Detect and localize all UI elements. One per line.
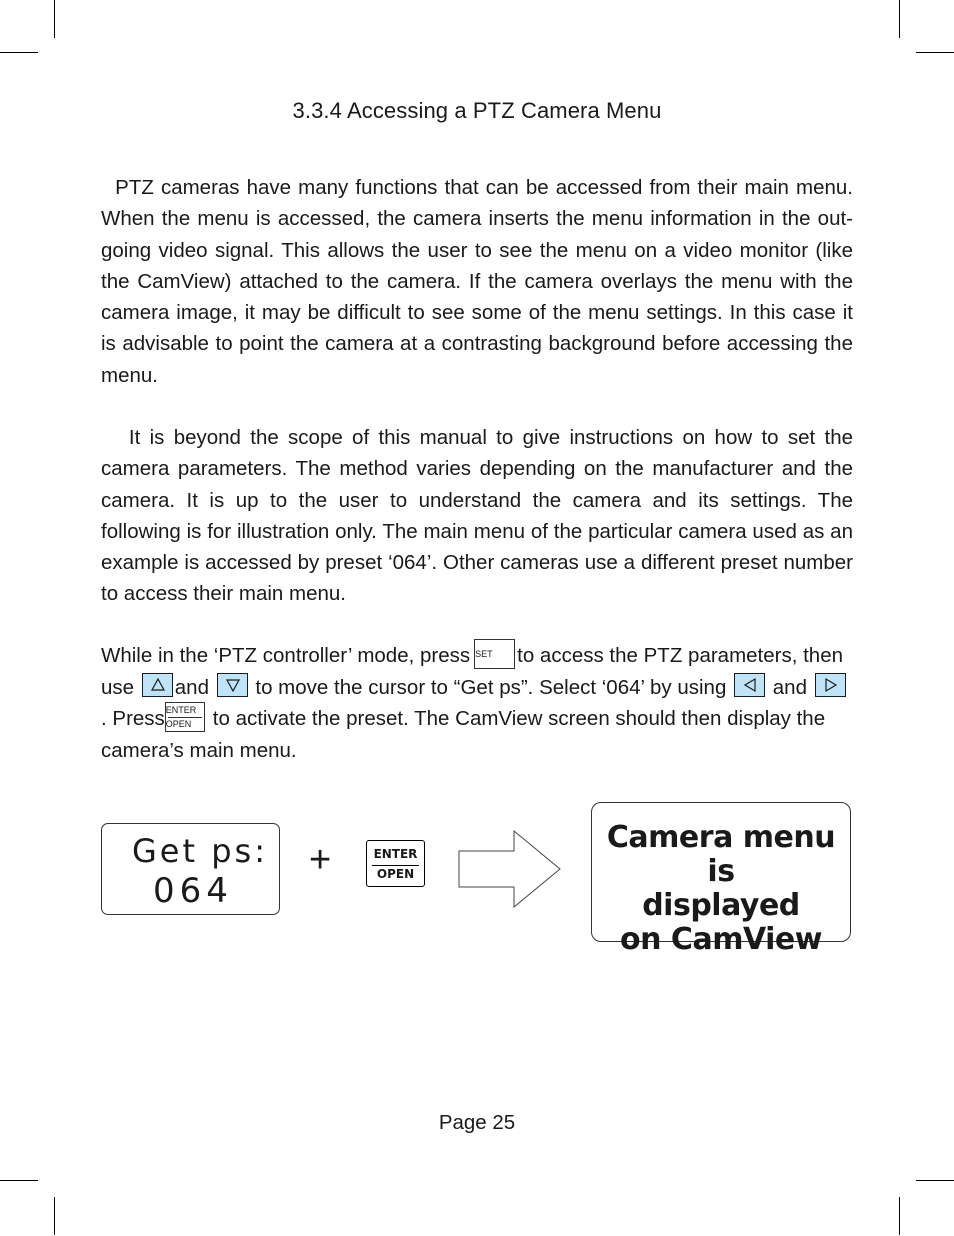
- result-line-1: Camera menu is: [606, 820, 836, 889]
- right-arrow-key-icon: [815, 673, 846, 697]
- paragraph-instructions: While in the ‘PTZ controller’ mode, press SET to access the PTZ parameters, then use and to move the cursor to “Get ps”. Select ‘064’ by using and . PressENTER OPEN to activate the preset. The CamView screen should then display the camera’s main menu.: [101, 640, 853, 766]
- crop-mark: [899, 0, 900, 38]
- paragraph-scope: [101, 422, 853, 610]
- set-key-icon: SET: [474, 639, 515, 669]
- enter-open-key-icon: ENTER OPEN: [165, 702, 205, 732]
- crop-mark: [54, 1197, 55, 1235]
- up-arrow-key-icon: [142, 673, 173, 697]
- result-line-2: displayed: [642, 888, 800, 923]
- lcd-line-1: Get ps:: [132, 832, 268, 870]
- lcd-display: [101, 823, 280, 915]
- section-title: 3.3.4 Accessing a PTZ Camera Menu: [292, 98, 662, 123]
- plus-sign: +: [309, 839, 332, 881]
- enter-open-key: ENTER OPEN: [366, 840, 425, 887]
- camera-menu-result-box: [591, 802, 851, 957]
- paragraph-intro-text: PTZ cameras have many functions that can be accessed from their main menu. When the menu is accessed, the camera inserts the menu information in the out-going video signal. This allows the user to see the menu on a video monitor (like the CamView) attached to the camera. If the camera overlays the menu with the camera image, it may be difficult to see some of the menu settings. In this case it is advisable to point the camera at a contrasting background before accessing the menu.: [101, 176, 853, 387]
- paragraph-scope-text: It is beyond the scope of this manual to give instructions on how to set the camera parameters. The method varies depending on the manufacturer and the camera. It is up to the user to understand the camera and its settings. The following is for illustration only. The main menu of the particular camera used as an example is accessed by preset ‘064’. Other cameras use a different preset number to access their main menu.: [101, 426, 853, 606]
- crop-mark: [0, 52, 38, 53]
- crop-mark: [899, 1197, 900, 1235]
- result-line-3: on CamView: [620, 922, 822, 957]
- crop-mark: [0, 1180, 38, 1181]
- down-arrow-key-icon: [217, 673, 248, 697]
- crop-mark: [916, 1180, 954, 1181]
- crop-mark: [54, 0, 55, 38]
- crop-mark: [916, 52, 954, 53]
- right-arrow-icon: [458, 830, 562, 908]
- lcd-line-2: 064: [153, 871, 233, 911]
- paragraph-intro: [101, 172, 853, 391]
- page-number: Page 25: [438, 1111, 516, 1134]
- left-arrow-key-icon: [734, 673, 765, 697]
